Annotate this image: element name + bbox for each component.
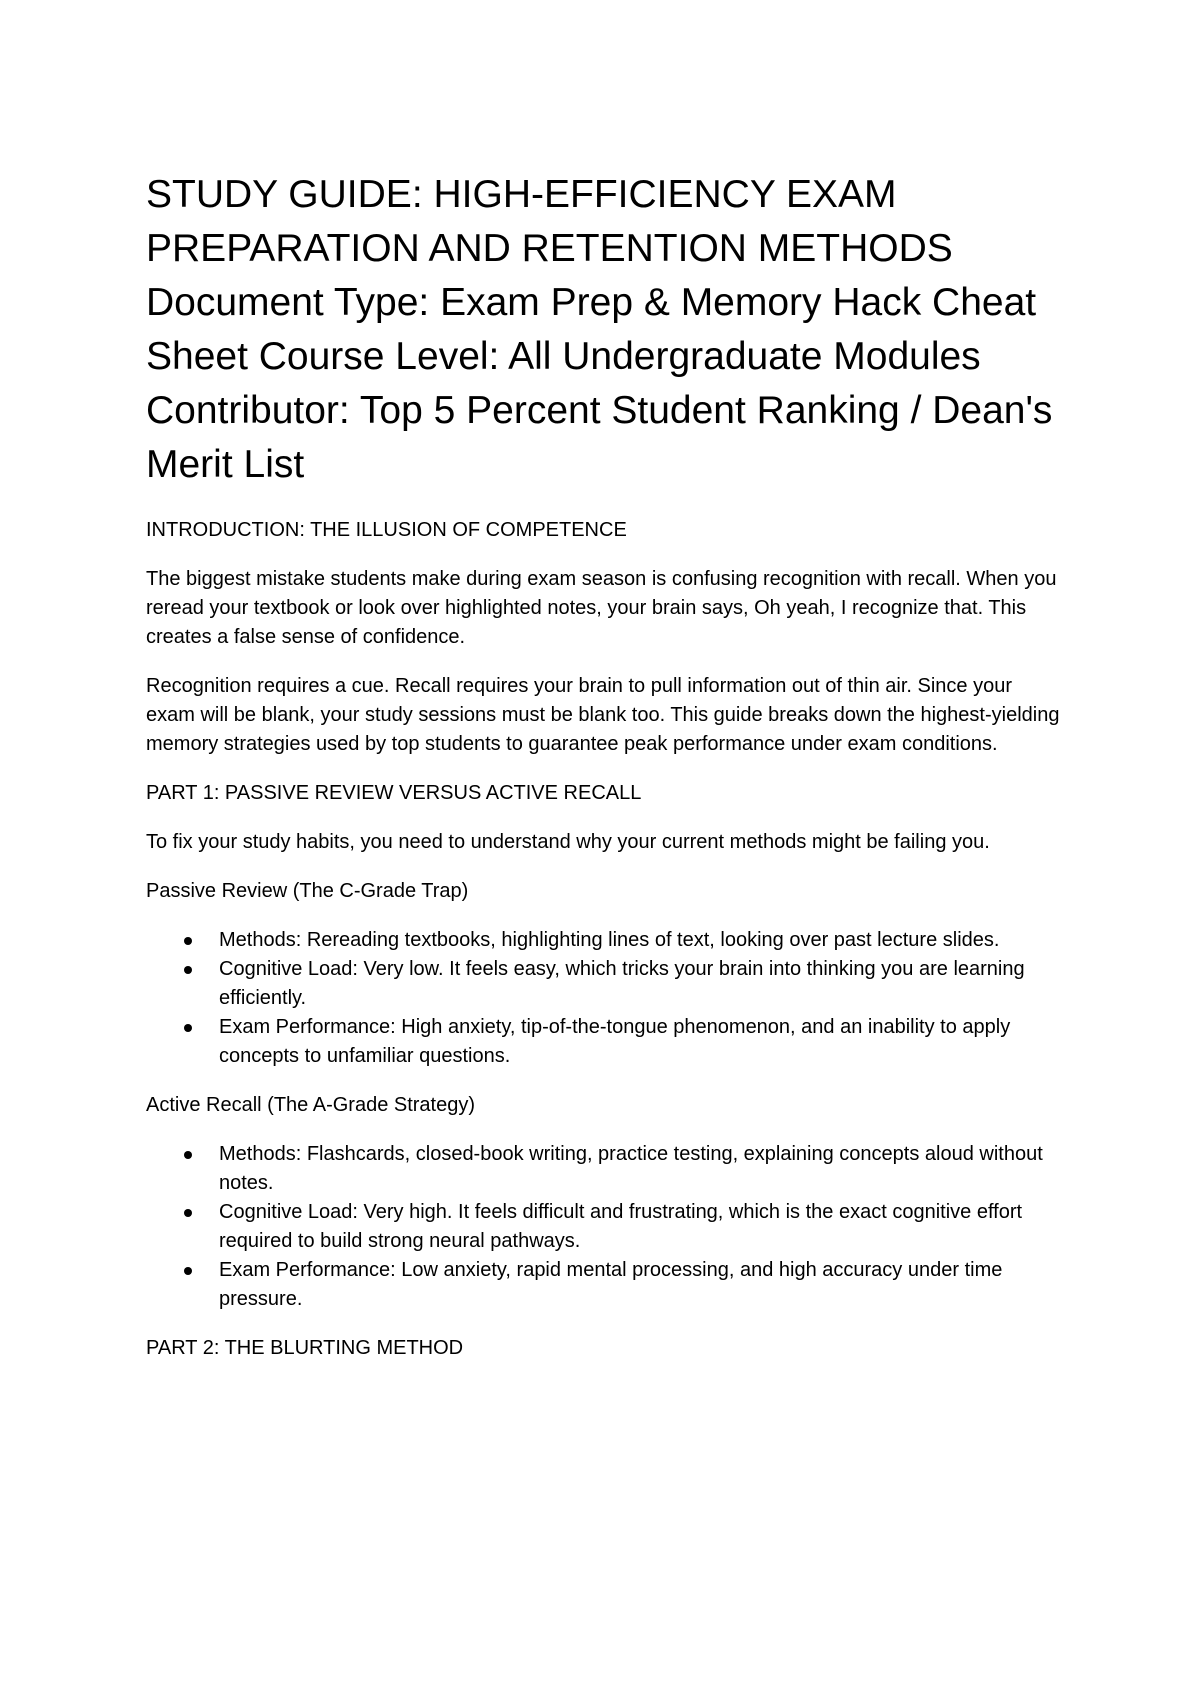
passive-review-heading: Passive Review (The C-Grade Trap): [146, 880, 469, 902]
intro-paragraph-1: The biggest mistake students make during exam season is confusing recognition with recall. When you reread your textbook or look over highlighted notes, your brain says, Oh yeah, I recognize that. This creates a false sense of confidence.: [146, 568, 1057, 648]
list-item-text: Exam Performance: Low anxiety, rapid mental processing, and high accuracy under time pressure.: [219, 1259, 1003, 1310]
bullet-icon: [184, 1209, 192, 1217]
active-recall-list: [146, 1140, 1066, 1314]
part1-heading: PART 1: PASSIVE REVIEW VERSUS ACTIVE RECALL: [146, 782, 642, 804]
document-title: STUDY GUIDE: HIGH-EFFICIENCY EXAM PREPARATION AND RETENTION METHODS Document Type: Exam Prep & Memory Hack Cheat Sheet Course Level: All Undergraduate Modules Contributor: Top 5 Percent Student Ranking / Dean's Merit List: [146, 173, 1053, 486]
bullet-icon: [184, 1151, 192, 1159]
bullet-icon: [184, 1267, 192, 1275]
list-item: [146, 926, 1066, 955]
list-item: [146, 1013, 1066, 1071]
document-page: [146, 168, 1066, 1363]
list-item-text: Cognitive Load: Very low. It feels easy, which tricks your brain into thinking you are learning efficiently.: [219, 958, 1025, 1009]
intro-paragraph-2: Recognition requires a cue. Recall requires your brain to pull information out of thin air. Since your exam will be blank, your study sessions must be blank too. This guide breaks down the highest-yielding memory strategies used by top students to guarantee peak performance under exam conditions.: [146, 675, 1060, 755]
list-item-text: Exam Performance: High anxiety, tip-of-the-tongue phenomenon, and an inability to apply concepts to unfamiliar questions.: [219, 1016, 1011, 1067]
bullet-icon: [184, 966, 192, 974]
part1-paragraph: To fix your study habits, you need to understand why your current methods might be failing you.: [146, 831, 990, 853]
list-item: [146, 1256, 1066, 1314]
list-item: [146, 955, 1066, 1013]
list-item-text: Methods: Rereading textbooks, highlighting lines of text, looking over past lecture slides.: [219, 929, 1000, 951]
list-item: [146, 1198, 1066, 1256]
part2-heading: PART 2: THE BLURTING METHOD: [146, 1337, 464, 1359]
list-item-text: Cognitive Load: Very high. It feels difficult and frustrating, which is the exact cognitive effort required to build strong neural pathways.: [219, 1201, 1023, 1252]
bullet-icon: [184, 937, 192, 945]
intro-heading: INTRODUCTION: THE ILLUSION OF COMPETENCE: [146, 519, 627, 541]
list-item: [146, 1140, 1066, 1198]
passive-review-list: [146, 926, 1066, 1071]
bullet-icon: [184, 1024, 192, 1032]
active-recall-heading: Active Recall (The A-Grade Strategy): [146, 1094, 476, 1116]
list-item-text: Methods: Flashcards, closed-book writing, practice testing, explaining concepts aloud without notes.: [219, 1143, 1043, 1194]
